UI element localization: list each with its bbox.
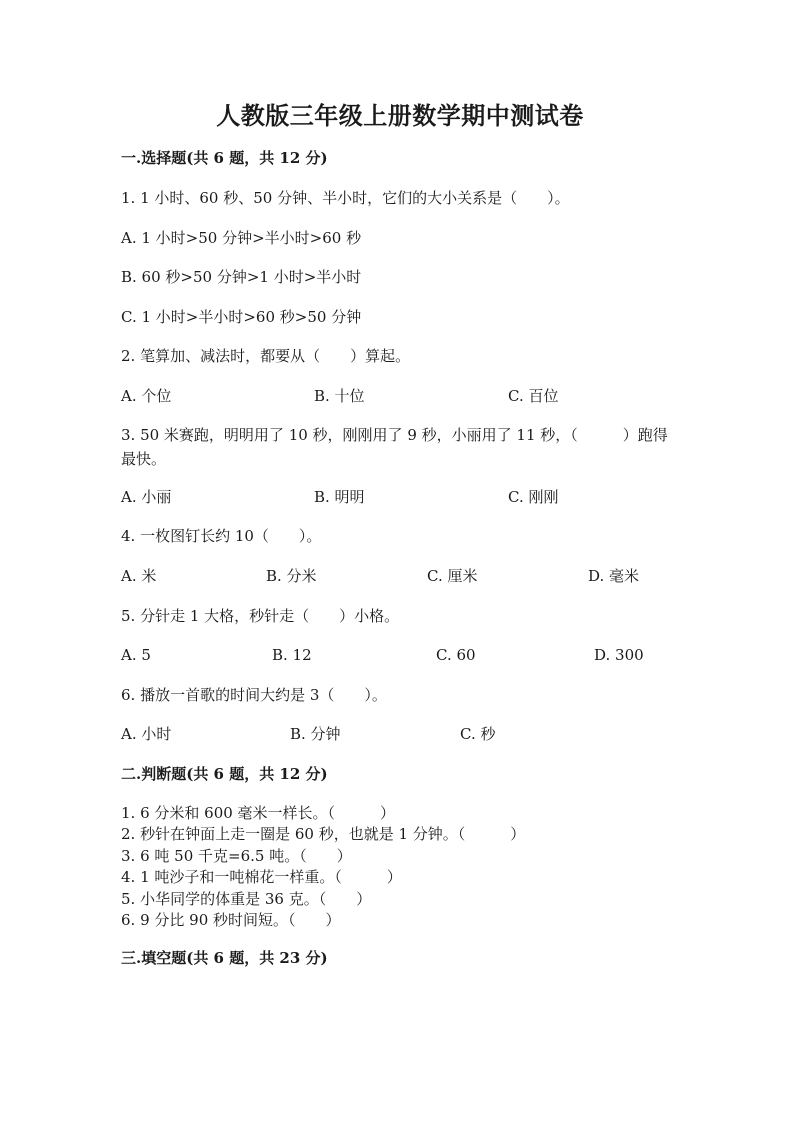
judge-item-5: 5. 小华同学的体重是 36 克。（ ） [121, 890, 372, 908]
question-2-option-a: A. 个位 [121, 387, 172, 405]
question-4-stem: 4. 一枚图钉长约 10（ ）。 [121, 527, 322, 545]
question-1-stem: 1. 1 小时、60 秒、50 分钟、半小时，它们的大小关系是（ ）。 [121, 189, 570, 207]
section-heading-true-false: 二.判断题(共 6 题，共 12 分) [121, 765, 328, 783]
question-4-option-a: A. 米 [121, 567, 157, 585]
question-4-option-d: D. 毫米 [588, 567, 640, 585]
question-2-option-b: B. 十位 [314, 387, 365, 405]
exam-title: 人教版三年级上册数学期中测试卷 [216, 101, 584, 130]
question-3-stem: 3. 50 米赛跑，明明用了 10 秒，刚刚用了 9 秒，小丽用了 11 秒，（ ）跑得最快。 [121, 426, 668, 468]
question-2-option-c: C. 百位 [508, 387, 559, 405]
question-3-option-a: A. 小丽 [121, 488, 172, 506]
question-6-option-b: B. 分钟 [290, 725, 341, 743]
question-4-option-c: C. 厘米 [427, 567, 478, 585]
question-6-option-a: A. 小时 [121, 725, 172, 743]
section-heading-fill-blank: 三.填空题(共 6 题，共 23 分) [121, 949, 328, 967]
judge-item-3: 3. 6 吨 50 千克=6.5 吨。（ ） [121, 847, 352, 865]
question-6-stem: 6. 播放一首歌的时间大约是 3（ ）。 [121, 686, 387, 704]
question-1-option-b: B. 60 秒>50 分钟>1 小时>半小时 [121, 268, 362, 286]
question-1-option-a: A. 1 小时>50 分钟>半小时>60 秒 [121, 229, 362, 247]
question-5-option-c: C. 60 [436, 646, 476, 664]
question-5-option-a: A. 5 [121, 646, 151, 664]
question-1-option-c: C. 1 小时>半小时>60 秒>50 分钟 [121, 308, 362, 326]
question-5-option-d: D. 300 [594, 646, 644, 664]
section-heading-choice: 一.选择题(共 6 题，共 12 分) [121, 149, 328, 167]
question-4-option-b: B. 分米 [266, 567, 317, 585]
question-6-option-c: C. 秒 [460, 725, 496, 743]
judge-item-2: 2. 秒针在钟面上走一圈是 60 秒，也就是 1 分钟。（ ） [121, 825, 526, 843]
question-3-option-b: B. 明明 [314, 488, 365, 506]
question-3-option-c: C. 刚刚 [508, 488, 559, 506]
question-5-stem: 5. 分针走 1 大格，秒针走（ ）小格。 [121, 607, 400, 625]
question-2-stem: 2. 笔算加、减法时，都要从（ ）算起。 [121, 347, 411, 365]
question-5-option-b: B. 12 [272, 646, 312, 664]
judge-item-1: 1. 6 分米和 600 毫米一样长。（ ） [121, 804, 396, 822]
judge-item-4: 4. 1 吨沙子和一吨棉花一样重。（ ） [121, 868, 402, 886]
judge-item-6: 6. 9 分比 90 秒时间短。（ ） [121, 911, 341, 929]
